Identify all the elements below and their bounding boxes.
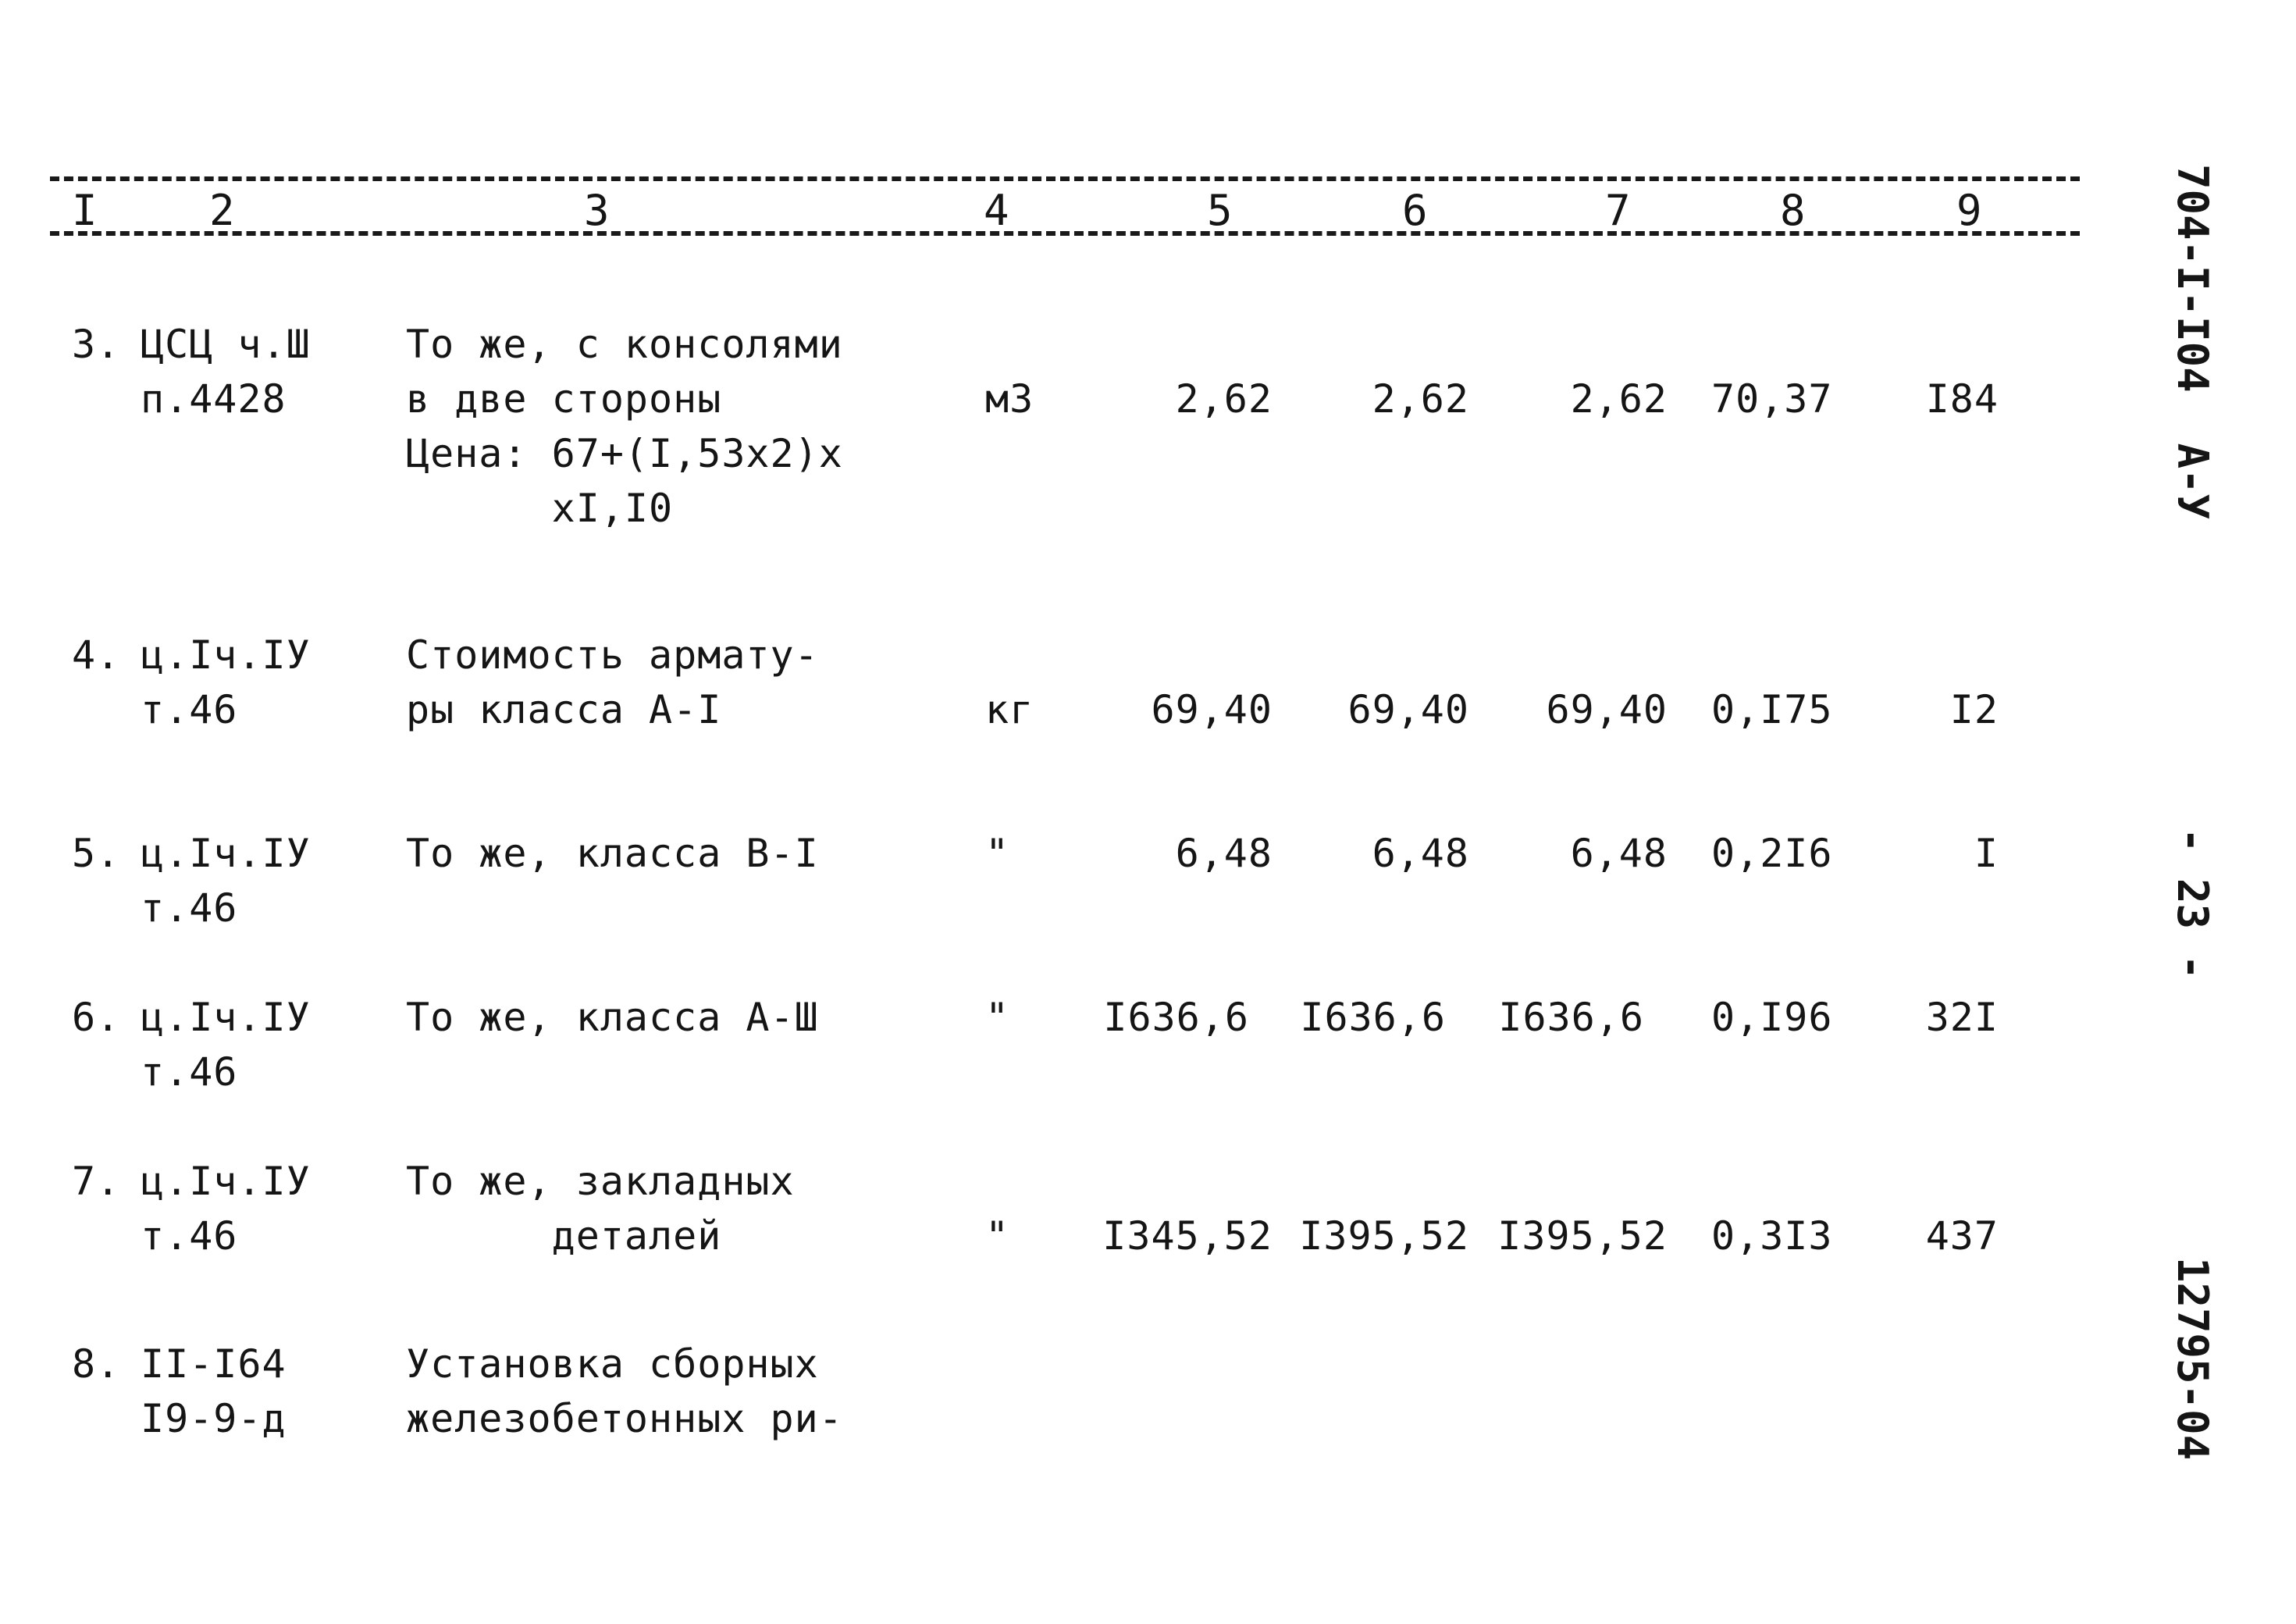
col-header-9: 9 [1956, 186, 1983, 235]
row-number: 3. [72, 322, 121, 367]
row-col6: I395,52 [1299, 1213, 1469, 1259]
row-unit: " [985, 995, 1010, 1040]
row-col9: I2 [1949, 687, 1999, 732]
row-col7: 69,40 [1546, 687, 1668, 732]
row-col6: 2,62 [1372, 376, 1469, 422]
header-bottom-rule [50, 231, 2080, 236]
col-header-5: 5 [1207, 186, 1233, 235]
row-code-line: ц.Iч.IУ [141, 632, 311, 678]
row-col6: 69,40 [1347, 687, 1469, 732]
row-col7: I636,6 [1498, 995, 1644, 1040]
row-code-line: ЦСЦ ч.Ш [141, 322, 311, 367]
row-col5: I636,6 [1103, 995, 1249, 1040]
row-desc-line: хI,I0 [406, 486, 674, 531]
row-col7: 2,62 [1570, 376, 1668, 422]
row-code-line: ц.Iч.IУ [141, 1159, 311, 1204]
row-desc-line: Цена: 67+(I,53х2)х [406, 431, 843, 476]
row-col8: 0,I96 [1711, 995, 1833, 1040]
row-col9: I84 [1925, 376, 1999, 422]
row-desc-line: Установка сборных [406, 1341, 819, 1387]
row-col9: 437 [1925, 1213, 1999, 1259]
row-col8: 0,2I6 [1711, 831, 1833, 876]
col-header-3: 3 [584, 186, 610, 235]
row-desc-line: То же, закладных [406, 1159, 795, 1204]
row-desc-line: в две стороны [406, 376, 722, 422]
sheet-code: 12795-04 [2168, 1257, 2217, 1461]
row-col8: 0,3I3 [1711, 1213, 1833, 1259]
row-desc-line: То же, класса А-Ш [406, 995, 819, 1040]
row-col8: 0,I75 [1711, 687, 1833, 732]
row-code-line: т.46 [141, 1049, 238, 1095]
row-code-line: т.46 [141, 1213, 238, 1259]
col-header-4: 4 [984, 186, 1010, 235]
row-col9: 32I [1925, 995, 1999, 1040]
row-col5: 6,48 [1175, 831, 1273, 876]
row-col5: I345,52 [1102, 1213, 1273, 1259]
row-unit: кг [985, 687, 1034, 732]
page-number: - 23 - [2168, 828, 2217, 981]
row-col5: 2,62 [1175, 376, 1273, 422]
row-col9: I [1974, 831, 1999, 876]
row-col7: 6,48 [1570, 831, 1668, 876]
row-code-line: II-I64 [141, 1341, 287, 1387]
col-header-1: I [72, 186, 98, 235]
row-col7: I395,52 [1497, 1213, 1668, 1259]
row-code-line: I9-9-д [141, 1396, 287, 1441]
row-unit: " [985, 831, 1010, 876]
row-number: 6. [72, 995, 121, 1040]
col-header-2: 2 [209, 186, 236, 235]
col-header-8: 8 [1780, 186, 1807, 235]
col-header-6: 6 [1402, 186, 1429, 235]
row-code-line: ц.Iч.IУ [141, 995, 311, 1040]
row-desc-line: То же, с консолями [406, 322, 843, 367]
col-header-7: 7 [1605, 186, 1632, 235]
row-col6: I636,6 [1300, 995, 1446, 1040]
row-number: 8. [72, 1341, 121, 1387]
row-number: 7. [72, 1159, 121, 1204]
row-desc-line: То же, класса В-I [406, 831, 819, 876]
header-top-rule [50, 176, 2080, 181]
row-desc-line: деталей [406, 1213, 722, 1259]
row-number: 4. [72, 632, 121, 678]
row-unit: " [985, 1213, 1010, 1259]
row-code-line: п.4428 [141, 376, 287, 422]
document-code: 704-I-I04 А-У [2168, 164, 2217, 520]
row-col8: 70,37 [1711, 376, 1833, 422]
row-col5: 69,40 [1151, 687, 1273, 732]
row-code-line: т.46 [141, 687, 238, 732]
row-code-line: ц.Iч.IУ [141, 831, 311, 876]
row-number: 5. [72, 831, 121, 876]
row-code-line: т.46 [141, 885, 238, 931]
row-desc-line: ры класса А-I [406, 687, 722, 732]
row-desc-line: железобетонных ри- [406, 1396, 843, 1441]
row-col6: 6,48 [1372, 831, 1469, 876]
row-unit: м3 [985, 376, 1034, 422]
row-desc-line: Стоимость армату- [406, 632, 819, 678]
